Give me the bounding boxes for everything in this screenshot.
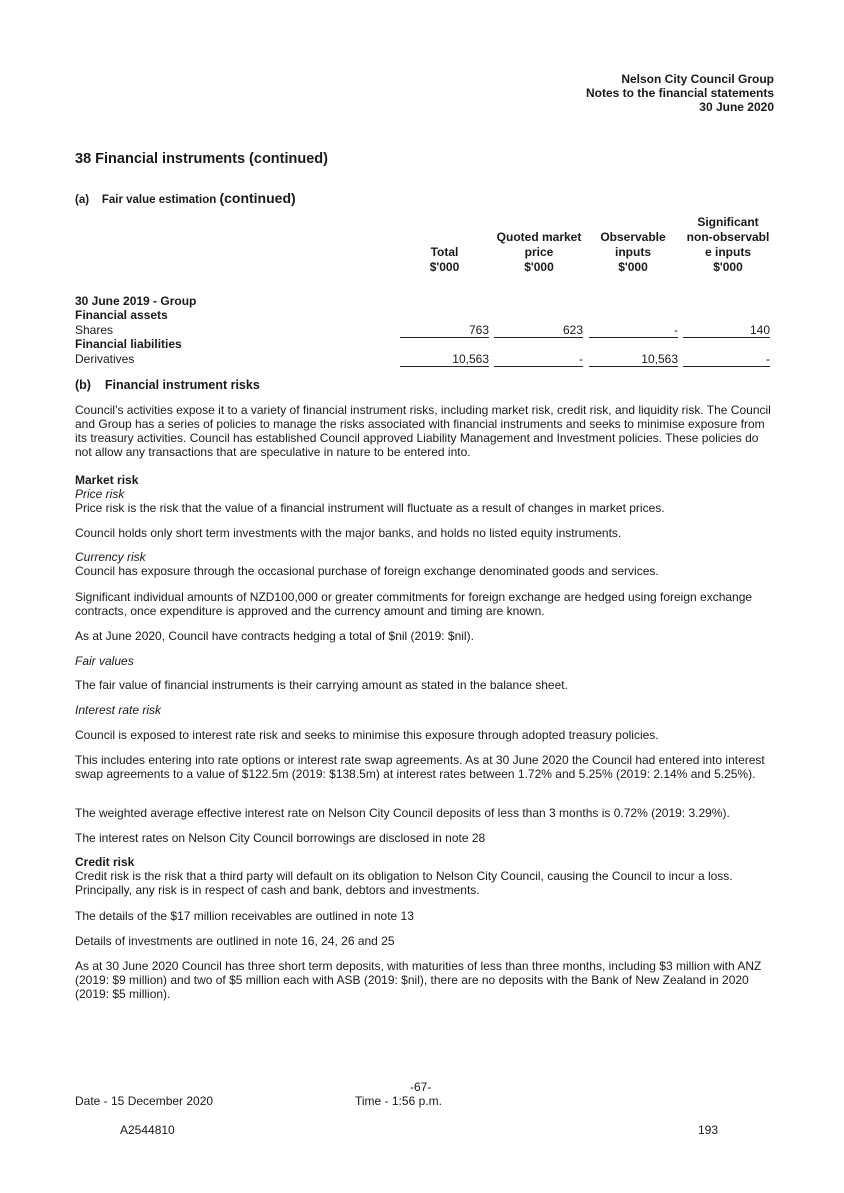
risk-intro-paragraph: Council’s activities expose it to a variety of financial instrument risks, including market risk, credit risk, and liquidity risk. The Council and Group has a series of policies to manage the risks associated with financial instruments and seeks to minimise exposure from its treasury activities. Council has established Council approved Liability Management and Investment policies. These policies do not allow any transactions that are speculative in nature to be entered into. (75, 403, 771, 459)
credit-risk-heading: Credit risk (75, 855, 135, 869)
section-b-label: (b) (75, 378, 91, 392)
row-label-derivatives: Derivatives (75, 352, 135, 366)
table-cell: 623 (494, 323, 583, 338)
fair-values-heading: Fair values (75, 654, 134, 668)
document-header (586, 72, 774, 114)
col-header-quoted: Quoted market price $'000 (496, 230, 582, 274)
table-cell: - (589, 323, 678, 338)
section-a-label: (a) (75, 194, 90, 206)
section-b-heading (75, 378, 260, 392)
section-a-heading (75, 190, 296, 206)
interest-rate-text-3: The weighted average effective interest rate on Nelson City Council deposits of less than 3 months is 0.72% (2019: 3.29%). (75, 806, 730, 820)
fair-values-text: The fair value of financial instruments is their carrying amount as stated in the balance sheet. (75, 678, 568, 692)
interest-rate-risk-heading: Interest rate risk (75, 703, 162, 717)
table-cell: - (494, 352, 583, 367)
row-label-shares: Shares (75, 323, 114, 337)
interest-rate-text-2: This includes entering into rate options or interest rate swap agreements. As at 30 June 2020 the Council had entered into interest swap agreements to a value of $122.5m (2019: $138.5m) at interest rates between 1.72% and 5.25% (2019: 2.14% and 5.25%). (75, 753, 765, 781)
currency-risk-text: Council has exposure through the occasional purchase of foreign exchange denominated goods and services. (75, 564, 659, 578)
price-risk-heading: Price risk (75, 487, 125, 501)
currency-risk-heading: Currency risk (75, 550, 146, 564)
header-org: Nelson City Council Group (621, 72, 774, 86)
interest-rate-text-4: The interest rates on Nelson City Council borrowings are disclosed in note 28 (75, 831, 486, 845)
table-cell: 140 (683, 323, 770, 338)
page-number: -67- (410, 1080, 432, 1094)
section-a-continued: (continued) (219, 190, 296, 206)
interest-rate-text: Council is exposed to interest rate risk and seeks to minimise this exposure through adopted treasury policies. (75, 728, 659, 742)
col-header-total: Total $'000 (429, 245, 460, 274)
section-a-title: Fair value estimation (101, 194, 217, 206)
header-date: 30 June 2020 (699, 100, 774, 114)
table-period: 30 June 2019 - Group (75, 294, 197, 308)
table-cell: - (683, 352, 770, 367)
currency-risk-text-2: Significant individual amounts of NZD100,000 or greater commitments for foreign exchange are hedged using foreign exchange contracts, once expenditure is approved and the currency amount and timing are known. (75, 590, 753, 618)
footer-date: Date - 15 December 2020 (75, 1094, 214, 1108)
page-total: 193 (698, 1123, 719, 1137)
credit-risk-text: Credit risk is the risk that a third party will default on its obligation to Nelson City Council, causing the Council to incur a loss. Principally, any risk is in respect of cash and bank, debtors and investments. (75, 869, 733, 897)
group-financial-liabilities: Financial liabilities (75, 337, 182, 351)
credit-risk-text-2: The details of the $17 million receivables are outlined in note 13 (75, 909, 414, 923)
note-title: 38 Financial instruments (continued) (75, 151, 328, 167)
market-risk-heading: Market risk (75, 473, 139, 487)
credit-risk-text-3: Details of investments are outlined in note 16, 24, 26 and 25 (75, 934, 395, 948)
currency-risk-text-3: As at June 2020, Council have contracts hedging a total of $nil (2019: $nil). (75, 629, 474, 643)
table-cell: 763 (400, 323, 489, 338)
table-cell: 10,563 (589, 352, 678, 367)
document-id: A2544810 (120, 1123, 175, 1137)
header-doc-title: Notes to the financial statements (585, 86, 774, 100)
price-risk-text-2: Council holds only short term investments with the major banks, and holds no listed equity instruments. (75, 526, 622, 540)
col-header-observable: Observable inputs $'000 (600, 230, 666, 274)
group-financial-assets: Financial assets (75, 308, 168, 322)
col-header-significant: Significant non-observabl e inputs $'000 (686, 215, 770, 274)
table-cell: 10,563 (400, 352, 489, 367)
price-risk-text: Price risk is the risk that the value of a financial instrument will fluctuate as a result of changes in market prices. (75, 501, 665, 515)
credit-risk-text-4: As at 30 June 2020 Council has three short term deposits, with maturities of less than three months, including $3 million with ANZ (2019: $9 million) and two of $5 million each with ASB (2019: $nil), there are no deposits with the Bank of New Zealand in 2020 (2019: $5 million). (75, 959, 762, 1001)
section-b-title: Financial instrument risks (104, 378, 260, 392)
footer-time: Time - 1:56 p.m. (355, 1094, 442, 1108)
